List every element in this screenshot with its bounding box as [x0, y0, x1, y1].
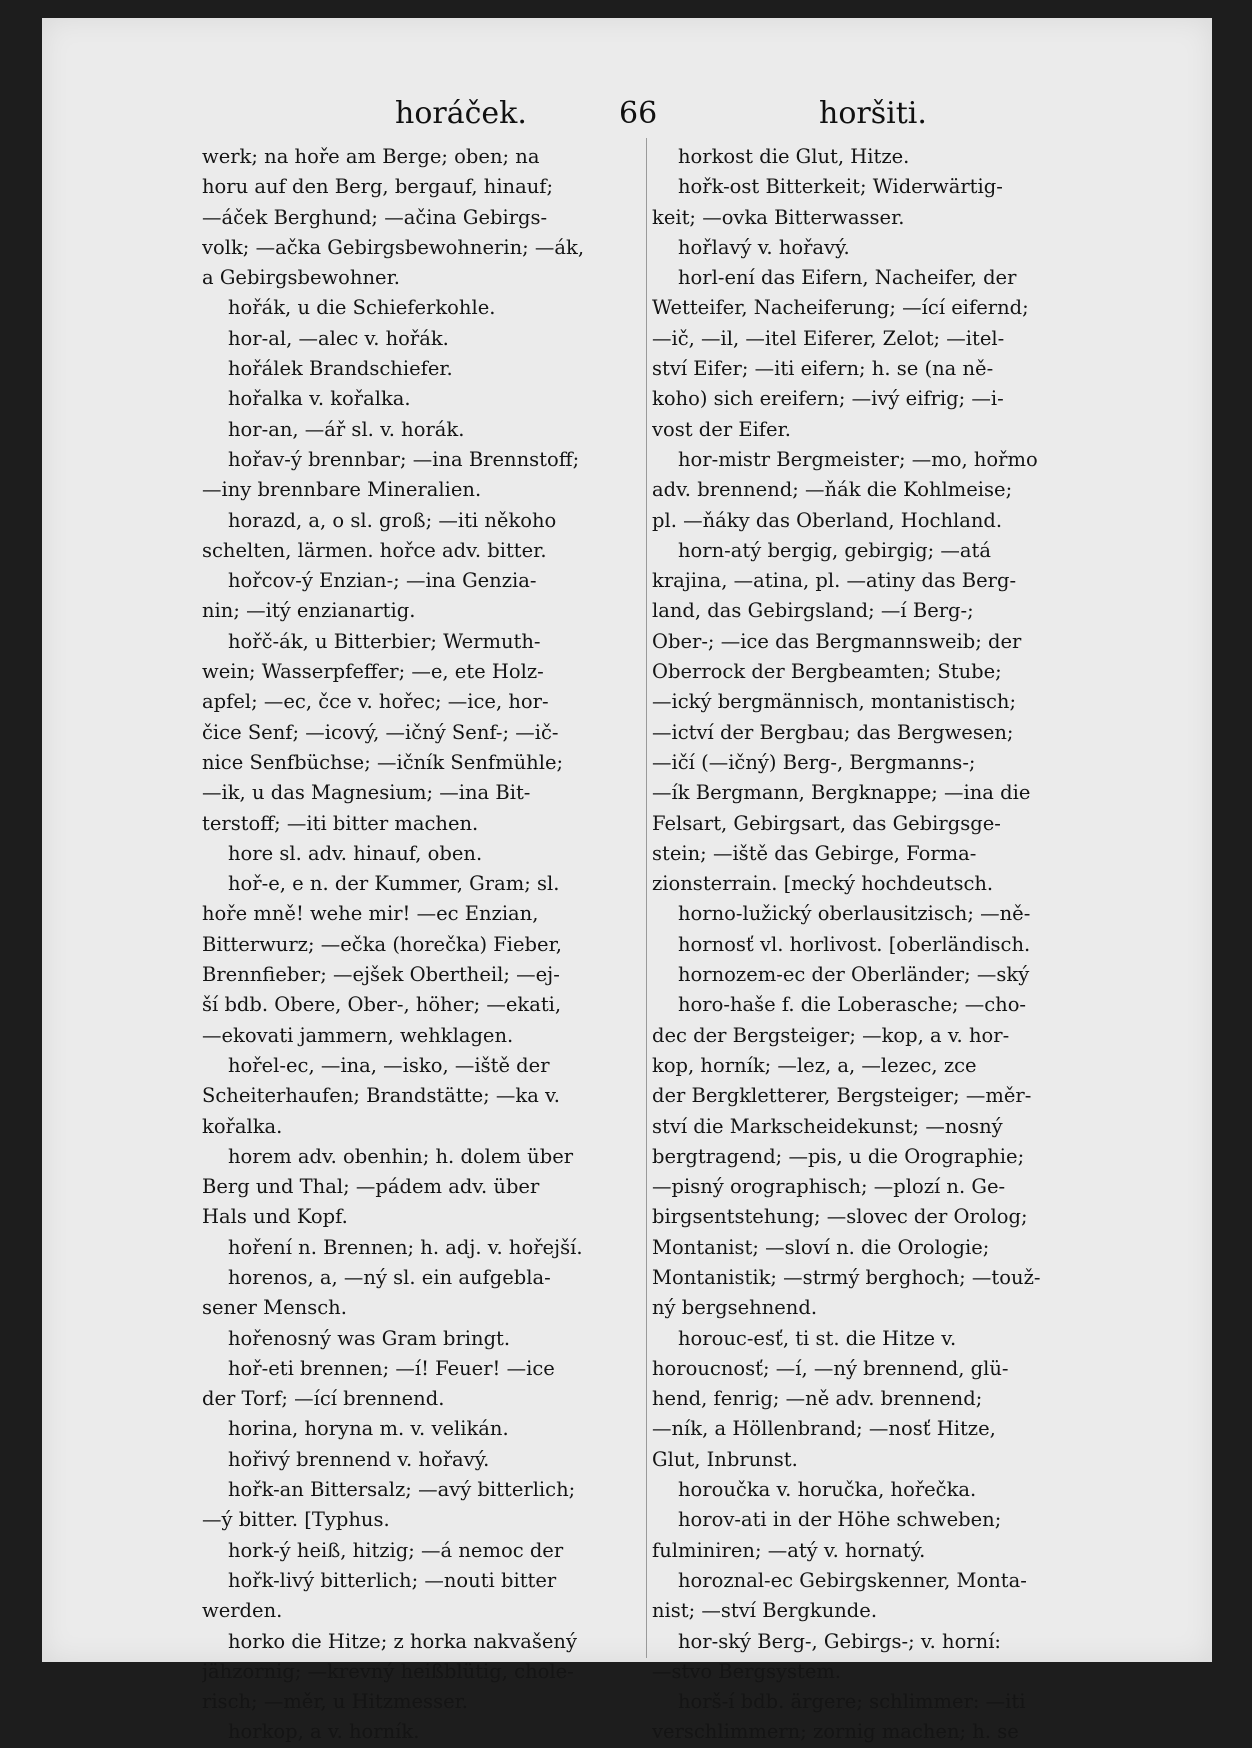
entry-line: stein; —iště das Gebirge, Forma-: [652, 841, 977, 865]
entry-line: —ictví der Bergbau; das Bergwesen;: [652, 720, 1014, 744]
entry-line: —ík Bergmann, Bergknappe; —ina die: [652, 781, 1031, 805]
entry-line: der Torf; —ící brennend.: [202, 1387, 445, 1411]
entry-line: terstoff; —iti bitter machen.: [202, 811, 479, 835]
entry-line: horl-ení das Eifern, Nacheifer, der: [678, 266, 1017, 290]
entry-line: hořivý brennend v. hořavý.: [228, 1447, 490, 1471]
entry-line: jähzornig; —krevný heißblütig, chole-: [202, 1659, 574, 1683]
entry-line: vost der Eifer.: [652, 417, 791, 441]
entry-line: land, das Gebirgsland; —í Berg-;: [652, 599, 974, 623]
entry-line: hořenosný was Gram bringt.: [228, 1326, 511, 1350]
entry-line: Ober-; —ice das Bergmannsweib; der: [652, 629, 1022, 653]
entry-line: horkost die Glut, Hitze.: [678, 145, 910, 168]
running-head: [42, 96, 1212, 136]
entry-line: hend, fenrig; —ně adv. brennend;: [652, 1387, 983, 1411]
entry-line: ství die Markscheidekunst; —nosný: [652, 1114, 1003, 1138]
entry-line: —iny brennbare Mineralien.: [202, 478, 482, 502]
right-column: [652, 142, 1114, 1748]
entry-line: horoznal-ec Gebirgskenner, Monta-: [678, 1568, 1027, 1592]
entry-line: pl. —ňáky das Oberland, Hochland.: [652, 508, 1003, 532]
entry-line: hořel-ec, —ina, —isko, —iště der: [228, 1053, 550, 1077]
dictionary-page: [42, 18, 1212, 1744]
guide-word-right: horšiti.: [819, 96, 927, 131]
entry-line: verschlimmern; zornig machen; h. se: [652, 1720, 1019, 1744]
entry-line: hor-an, —ář sl. v. horák.: [228, 417, 465, 441]
entry-line: horš-í bdb. ärgere; schlimmer: —iti: [678, 1690, 1026, 1714]
entry-line: horoucnosť; —í, —ný brennend, glü-: [652, 1356, 1009, 1380]
entry-line: Glut, Inbrunst.: [652, 1447, 798, 1471]
entry-line: zionsterrain. [mecký hochdeutsch.: [652, 872, 994, 896]
entry-line: —ičí (—ičný) Berg-, Bergmanns-;: [652, 750, 976, 774]
entry-line: schelten, lärmen. hořce adv. bitter.: [202, 538, 547, 562]
entry-line: Brennfieber; —ejšek Obertheil; —ej-: [202, 963, 560, 987]
entry-line: hornosť vl. horlivost. [oberländisch.: [678, 932, 1031, 956]
entry-line: hork-ý heiß, hitzig; —á nemoc der: [228, 1538, 564, 1562]
entry-line: apfel; —ec, čce v. hořec; —ice, hor-: [202, 690, 549, 714]
entry-line: Scheiterhaufen; Brandstätte; —ka v.: [202, 1084, 560, 1108]
entry-line: hoř-e, e n. der Kummer, Gram; sl.: [228, 872, 560, 896]
entry-line: kořalka.: [202, 1114, 283, 1138]
entry-line: hořč-ák, u Bitterbier; Wermuth-: [228, 629, 541, 653]
entry-line: —ický bergmännisch, montanistisch;: [652, 690, 1017, 714]
entry-line: horn-atý bergig, gebirgig; —atá: [678, 538, 992, 562]
entry-line: hořk-an Bittersalz; —avý bitterlich;: [228, 1478, 576, 1502]
entry-line: risch; —měr, u Hitzmesser.: [202, 1690, 468, 1714]
entry-line: hor-mistr Bergmeister; —mo, hořmo: [678, 447, 1038, 471]
entry-line: werden.: [202, 1599, 283, 1623]
entry-line: Oberrock der Bergbeamten; Stube;: [652, 660, 1002, 684]
entry-line: hořav-ý brennbar; —ina Brennstoff;: [228, 447, 580, 471]
entry-line: der Bergkletterer, Bergsteiger; —měr-: [652, 1084, 1032, 1108]
entry-line: horno-lužický oberlausitzisch; —ně-: [678, 902, 1031, 926]
entry-line: hoře mně! wehe mir! —ec Enzian,: [202, 902, 539, 926]
entry-line: dec der Bergsteiger; —kop, a v. hor-: [652, 1023, 1010, 1047]
entry-line: —ič, —il, —itel Eiferer, Zelot; —itel-: [652, 326, 1005, 350]
entry-line: Montanistik; —strmý berghoch; —touž-: [652, 1265, 1041, 1289]
entry-line: krajina, —atina, pl. —atiny das Berg-: [652, 569, 1017, 593]
entry-line: ný bergsehnend.: [652, 1296, 818, 1320]
entry-line: keit; —ovka Bitterwasser.: [652, 205, 905, 229]
page-number: 66: [619, 96, 658, 131]
entry-line: hore sl. adv. hinauf, oben.: [228, 841, 483, 865]
entry-line: nist; —ství Bergkunde.: [652, 1599, 878, 1623]
entry-line: —ý bitter. [Typhus.: [202, 1508, 390, 1532]
entry-line: horina, horyna m. v. velikán.: [228, 1417, 509, 1441]
entry-line: sener Mensch.: [202, 1296, 347, 1320]
entry-line: horo-haše f. die Loberasche; —cho-: [678, 993, 1027, 1017]
entry-line: hořk-ost Bitterkeit; Widerwärtig-: [678, 175, 1003, 199]
entry-line: hornozem-ec der Oberländer; —ský: [678, 963, 1030, 987]
entry-line: bergtragend; —pis, u die Orographie;: [652, 1144, 1025, 1168]
entry-line: nice Senfbüchse; —ičník Senfmühle;: [202, 750, 564, 774]
entry-line: hor-al, —alec v. hořák.: [228, 326, 449, 350]
entry-line: čice Senf; —icový, —ičný Senf-; —ič-: [202, 720, 559, 744]
entry-line: —ník, a Höllenbrand; —nosť Hitze,: [652, 1417, 996, 1441]
entry-line: hoření n. Brennen; h. adj. v. hořejší.: [228, 1235, 583, 1259]
entry-line: Wetteifer, Nacheiferung; —ící eifernd;: [652, 296, 1029, 320]
entry-line: horkop, a v. horník.: [228, 1720, 420, 1744]
entry-line: horoučka v. horučka, hořečka.: [678, 1478, 977, 1502]
entry-line: —pisný orographisch; —plozí n. Ge-: [652, 1175, 1006, 1199]
entry-line: horem adv. obenhin; h. dolem über: [228, 1144, 574, 1168]
entry-line: horov-ati in der Höhe schweben;: [678, 1508, 1002, 1532]
entry-line: —stvo Bergsystem.: [652, 1659, 842, 1683]
entry-line: horouc-esť, ti st. die Hitze v.: [678, 1326, 957, 1350]
entry-line: koho) sich ereifern; —ivý eifrig; —i-: [652, 387, 1004, 411]
entry-line: hořlavý v. hořavý.: [678, 235, 850, 259]
entry-line: horu auf den Berg, bergauf, hinauf;: [202, 175, 554, 199]
entry-line: fulminiren; —atý v. hornatý.: [652, 1538, 926, 1562]
entry-line: horazd, a, o sl. groß; —iti někoho: [228, 508, 557, 532]
entry-line: kop, horník; —lez, a, —lezec, zce: [652, 1053, 977, 1077]
entry-line: birgsentstehung; —slovec der Orolog;: [652, 1205, 1028, 1229]
entry-line: horko die Hitze; z horka nakvašený: [228, 1629, 577, 1653]
entry-line: hoř-eti brennen; —í! Feuer! —ice: [228, 1356, 555, 1380]
entry-line: Berg und Thal; —pádem adv. über: [202, 1175, 540, 1199]
entry-line: —ik, u das Magnesium; —ina Bit-: [202, 781, 531, 805]
entry-line: —áček Berghund; —ačina Gebirgs-: [202, 205, 548, 229]
entry-line: volk; —ačka Gebirgsbewohnerin; —ák,: [202, 235, 585, 259]
entry-line: hořk-livý bitterlich; —nouti bitter: [228, 1568, 557, 1592]
entry-line: hořálek Brandschiefer.: [228, 357, 453, 381]
entry-line: wein; Wasserpfeffer; —e, ete Holz-: [202, 660, 544, 684]
left-column: [202, 142, 664, 1748]
column-divider: [646, 138, 647, 1658]
entry-line: ší bdb. Obere, Ober-, höher; —ekati,: [202, 993, 562, 1017]
entry-line: hořalka v. kořalka.: [228, 387, 411, 411]
guide-word-left: horáček.: [395, 96, 527, 131]
entry-line: Bitterwurz; —ečka (horečka) Fieber,: [202, 932, 562, 956]
entry-line: ství Eifer; —iti eifern; h. se (na ně-: [652, 357, 994, 381]
entry-line: horenos, a, —ný sl. ein aufgebla-: [228, 1265, 551, 1289]
entry-line: adv. brennend; —ňák die Kohlmeise;: [652, 478, 1013, 502]
entry-line: werk; na hoře am Berge; oben; na: [202, 145, 540, 168]
entry-line: hor-ský Berg-, Gebirgs-; v. horní:: [678, 1629, 1001, 1653]
entry-line: —ekovati jammern, wehklagen.: [202, 1023, 514, 1047]
entry-line: hořcov-ý Enzian-; —ina Genzia-: [228, 569, 537, 593]
entry-line: Hals und Kopf.: [202, 1205, 348, 1229]
entry-line: Felsart, Gebirgsart, das Gebirgsge-: [652, 811, 1001, 835]
entry-line: Montanist; —sloví n. die Orologie;: [652, 1235, 990, 1259]
entry-line: a Gebirgsbewohner.: [202, 266, 400, 290]
entry-line: nin; —itý enzianartig.: [202, 599, 416, 623]
entry-line: hořák, u die Schieferkohle.: [228, 296, 496, 320]
